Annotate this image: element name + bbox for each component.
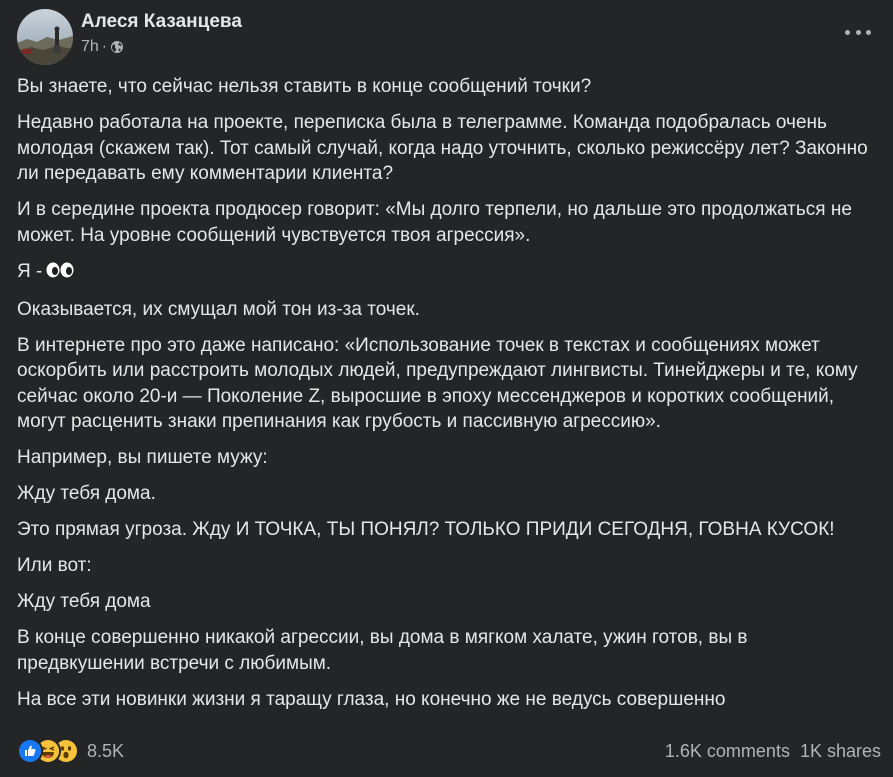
post-paragraph: Жду тебя дома xyxy=(17,591,151,612)
post-paragraph: Например, вы пишете мужу: xyxy=(17,447,268,468)
post-paragraph-with-emoji xyxy=(17,259,879,287)
post-footer xyxy=(17,737,881,765)
shares-count[interactable]: 1K shares xyxy=(799,740,881,761)
post-meta xyxy=(81,10,242,57)
post-paragraph: На все эти новинки жизни я таращу глаза, но конечно же не ведусь совершенно xyxy=(17,688,726,710)
more-dot xyxy=(856,30,861,35)
post-paragraph-text: Я - xyxy=(17,260,43,282)
post-paragraph: Или вот: xyxy=(17,555,92,576)
avatar-image xyxy=(17,9,73,65)
more-icon[interactable] xyxy=(845,22,871,42)
globe-icon xyxy=(110,40,124,54)
post-paragraph: В интернете про это даже написано: «Использование точек в текстах и сообщениях может оскорбить или расстроить молодых людей, предупреждают лингвисты. Тинейджеры и те, кому сейчас около 20-и — Поколение Z, выросшие в эпоху мессенджеров и коротких сообщений, могут расценить знаки препинания как грубость и пассивную агрессию». xyxy=(17,334,858,432)
post-paragraph: И в середине проекта продюсер говорит: «Мы долго терпели, но дальше это продолжаться не может. На уровне сообщений чувствуется твоя агрессия». xyxy=(17,199,852,246)
eyes-emoji-icon xyxy=(45,261,75,287)
post-subline xyxy=(81,37,242,57)
comments-count[interactable]: 1.6K comments xyxy=(664,740,790,761)
post-body xyxy=(17,74,879,723)
like-icon xyxy=(17,738,43,764)
post-paragraph: Вы знаете, что сейчас нельзя ставить в конце сообщений точки? xyxy=(17,76,592,97)
post-stats xyxy=(665,741,881,762)
post-paragraph: Жду тебя дома. xyxy=(17,483,156,504)
post-time[interactable]: 7h xyxy=(81,38,99,55)
more-dot xyxy=(845,30,850,35)
avatar[interactable] xyxy=(17,9,73,65)
reaction-count: 8.5K xyxy=(87,740,125,761)
more-dot xyxy=(866,30,871,35)
post-paragraph: Это прямая угроза. Жду И ТОЧКА, ТЫ ПОНЯЛ? ТОЛЬКО ПРИДИ СЕГОДНЯ, ГОВНА КУСОК! xyxy=(17,519,835,540)
post-header xyxy=(17,9,242,65)
post-paragraph: Недавно работала на проекте, переписка была в телеграмме. Команда подобралась очень молодая (скажем так). Тот самый случай, когда надо уточнить, сколько режиссёру лет? Законно ли передавать ему комментарии клиента? xyxy=(17,112,868,184)
post-paragraph: В конце совершенно никакой агрессии, вы дома в мягком халате, ужин готов, вы в предвкушении встречи с любимым. xyxy=(17,627,748,674)
author-name[interactable]: Алеся Казанцева xyxy=(81,11,242,32)
reactions-summary[interactable] xyxy=(17,738,124,764)
post-paragraph: Оказывается, их смущал мой тон из-за точек. xyxy=(17,298,420,320)
separator-dot: · xyxy=(101,38,108,55)
